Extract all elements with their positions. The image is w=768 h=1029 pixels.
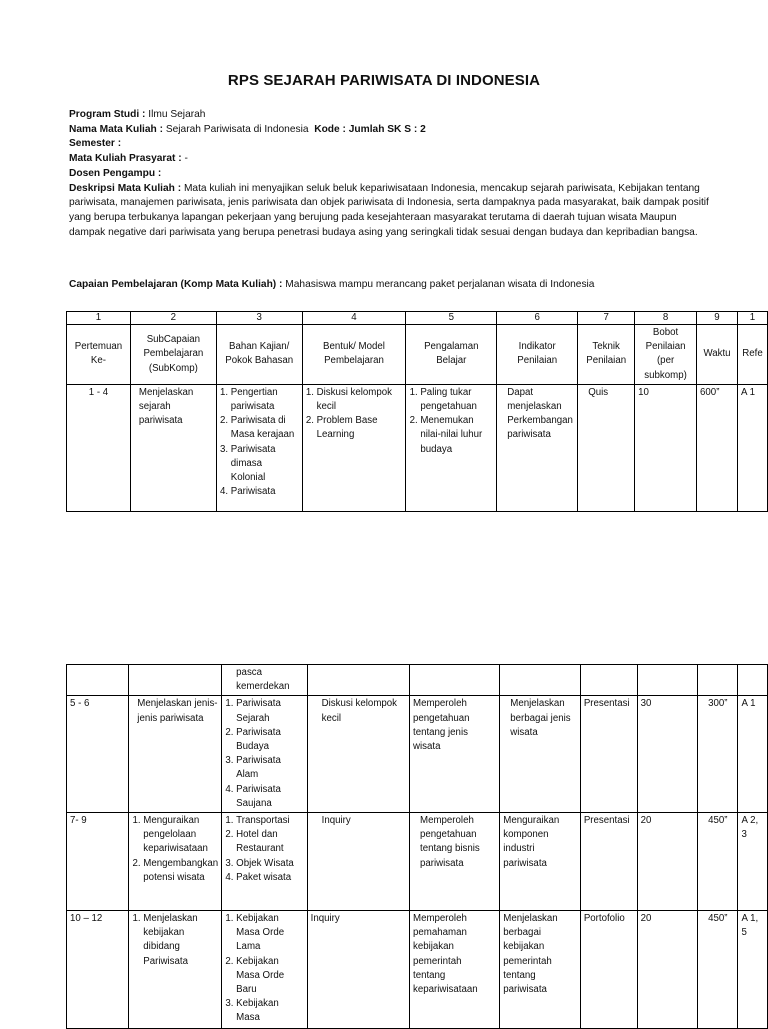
table-row: [67, 384, 768, 511]
prereq-label: Mata Kuliah Prasyarat :: [69, 153, 182, 165]
program-value: Ilmu Sejarah: [148, 109, 206, 120]
cell-indikator: Menguraikan komponen industri pariwisata: [500, 813, 581, 911]
cell-subcapaian: Menjelaskan sejarah pariwisata: [130, 384, 216, 511]
list-item: 4. Pariwisata: [231, 485, 299, 499]
col-number: 4: [302, 312, 406, 325]
semester-label: Semester :: [69, 138, 122, 150]
list-item: 1. Diskusi kelompok kecil: [317, 386, 403, 414]
cell-pertemuan: 10 – 12: [67, 911, 129, 1029]
list-item: 1. Kebijakan Masa Orde Lama: [236, 912, 303, 955]
course-label: Nama Mata Kuliah :: [69, 123, 163, 135]
col-number: 5: [406, 312, 497, 325]
cell-referensi: A 2, 3: [738, 813, 768, 911]
cell-teknik: Portofolio: [580, 911, 637, 1029]
header-bentuk: Bentuk/ Model Pembelajaran: [302, 325, 406, 385]
header-teknik: Teknik Penilaian: [578, 325, 635, 385]
cell-bentuk: [307, 665, 409, 696]
header-bahan: Bahan Kajian/ Pokok Bahasan: [216, 325, 302, 385]
rps-table-page1: [66, 311, 768, 512]
description-label: Deskripsi Mata Kuliah :: [69, 182, 182, 194]
col-number: 9: [697, 312, 738, 325]
list-item: 4. Paket wisata: [236, 871, 303, 885]
cell-teknik: Quis: [578, 384, 635, 511]
header-pertemuan: Pertemuan Ke-: [67, 325, 131, 385]
course-value: Sejarah Pariwisata di Indonesia: [165, 123, 309, 135]
header-indikator: Indikator Penilaian: [497, 325, 578, 385]
list-item: 1. Menjelaskan kebijakan dibidang Pariwisata: [143, 912, 218, 969]
lecturer-label: Dosen Pengampu :: [69, 167, 162, 179]
cell-bahan: [222, 911, 307, 1029]
program-line: [69, 108, 709, 123]
cell-pertemuan: 7- 9: [67, 813, 129, 911]
capaian-label: Capaian Pembelajaran (Komp Mata Kuliah) :: [69, 279, 283, 290]
lecturer-line: [69, 167, 709, 182]
course-line: [69, 123, 709, 138]
col-number: 1: [67, 312, 131, 325]
rps-table-page2: [66, 664, 768, 1029]
cell-bahan: [222, 696, 307, 813]
list-item: 2. Kebijakan Masa Orde Baru: [236, 955, 303, 998]
header-subcapaian: SubCapaian Pembelajaran (SubKomp): [130, 325, 216, 385]
list-item: 1. Menguraikan pengelolaan kepariwisataan: [143, 814, 218, 857]
table-row: [67, 696, 768, 813]
list-item: 2. Menemukan nilai-nilai luhur budaya: [420, 414, 493, 457]
list-item: 3. Kebijakan Masa: [236, 997, 303, 1025]
col-number: 3: [216, 312, 302, 325]
cell-waktu: [698, 665, 738, 696]
cell-referensi: A 1: [737, 384, 767, 511]
cell-bobot: 10: [635, 384, 697, 511]
cell-waktu: 450”: [698, 813, 738, 911]
description-text: Mata kuliah ini menyajikan seluk beluk kepariwisataan Indonesia, mencakup sejarah pariwisata, Kebijakan tentang pariwisata, manajemen pariwisata, jenis pariwisata dan objek pariwisata di Indonesia, serta dampaknya pada masyarakat, baik dampak positif yang berupa terbukanya lapangan pekerjaan yang berujung pada kesejahteraan masyarakat terutama di daerah tujuan wisata Maupun dampak negative dari pariwisata yang berupa penetrasi budaya asing yang seringkali tidak sesuai dengan budaya dan kepribadian bangsa.: [69, 182, 709, 238]
table-row: [67, 665, 768, 696]
cell-bobot: 20: [637, 911, 697, 1029]
cell-pengalaman: Memperoleh pengetahuan tentang jenis wisata: [410, 696, 500, 813]
list-item: 2. Mengembangkan potensi wisata: [143, 857, 218, 885]
header-pengalaman: Pengalaman Belajar: [406, 325, 497, 385]
cell-waktu: 600”: [697, 384, 738, 511]
list-item: 3. Objek Wisata: [236, 857, 303, 871]
cell-indikator: Menjelaskan berbagai jenis wisata: [500, 696, 581, 813]
cell-teknik: [580, 665, 637, 696]
cell-teknik: Presentasi: [580, 696, 637, 813]
list-item: 1. Transportasi: [236, 814, 303, 828]
cell-pengalaman: Memperoleh pemahaman kebijakan pemerintah tentang kepariwisataan: [410, 911, 500, 1029]
cell-bentuk: [302, 384, 406, 511]
cell-pertemuan: [67, 665, 129, 696]
table-row: [67, 911, 768, 1029]
list-item: 3. Pariwisata Alam: [236, 754, 303, 782]
cell-pengalaman: Memperoleh pengetahuan tentang bisnis pariwisata: [410, 813, 500, 911]
cell-bentuk: Diskusi kelompok kecil: [307, 696, 409, 813]
cell-subcapaian: [129, 911, 222, 1029]
cell-indikator: [500, 665, 581, 696]
cell-teknik: Presentasi: [580, 813, 637, 911]
col-number: 8: [635, 312, 697, 325]
header-waktu: Waktu: [697, 325, 738, 385]
program-label: Program Studi :: [69, 109, 146, 120]
header-row: [67, 325, 768, 385]
header-referensi: Refe: [737, 325, 767, 385]
cell-referensi: [738, 665, 768, 696]
capaian-pembelajaran: [69, 279, 709, 290]
list-item: 3. Pariwisata dimasa Kolonial: [231, 443, 299, 486]
description: [69, 182, 709, 241]
list-item: 1. Pengertian pariwisata: [231, 386, 299, 414]
prereq-line: [69, 152, 709, 167]
list-item: 1. Paling tukar pengetahuan: [420, 386, 493, 414]
document-title: RPS SEJARAH PARIWISATA DI INDONESIA: [227, 72, 541, 89]
prereq-value: -: [184, 153, 188, 165]
cell-waktu: 300”: [698, 696, 738, 813]
cell-pengalaman: [406, 384, 497, 511]
cell-subcapaian: [129, 813, 222, 911]
cell-bahan: [222, 813, 307, 911]
cell-bentuk: Inquiry: [307, 911, 409, 1029]
cell-subcapaian: Menjelaskan jenis-jenis pariwisata: [129, 696, 222, 813]
col-number: 2: [130, 312, 216, 325]
cell-indikator: Menjelaskan berbagai kebijakan pemerintah tentang pariwisata: [500, 911, 581, 1029]
cell-indikator: Dapat menjelaskan Perkembangan pariwisata: [497, 384, 578, 511]
cell-pertemuan: 5 - 6: [67, 696, 129, 813]
course-meta: [69, 108, 709, 240]
cell-bobot: [637, 665, 697, 696]
capaian-value: Mahasiswa mampu merancang paket perjalanan wisata di Indonesia: [285, 279, 595, 290]
list-item: 2. Hotel dan Restaurant: [236, 828, 303, 856]
list-item: 2. Pariwisata di Masa kerajaan: [231, 414, 299, 442]
list-item: 2. Problem Base Learning: [317, 414, 403, 442]
header-bobot: Bobot Penilaian (per subkomp): [635, 325, 697, 385]
table-row: [67, 813, 768, 911]
cell-referensi: A 1, 5: [738, 911, 768, 1029]
col-number: 7: [578, 312, 635, 325]
sks-label: Jumlah SK S :: [348, 123, 418, 135]
code-label: Kode :: [314, 123, 346, 135]
column-number-row: [67, 312, 768, 325]
cell-pertemuan: 1 - 4: [67, 384, 131, 511]
cell-subcapaian: [129, 665, 222, 696]
cell-bentuk: Inquiry: [307, 813, 409, 911]
cell-bobot: 20: [637, 813, 697, 911]
cell-pengalaman: [410, 665, 500, 696]
cell-bahan: [216, 384, 302, 511]
cell-referensi: A 1: [738, 696, 768, 813]
cell-bobot: 30: [637, 696, 697, 813]
list-item: 1. Pariwisata Sejarah: [236, 697, 303, 725]
semester-line: [69, 137, 709, 152]
list-item: 4. Pariwisata Saujana: [236, 783, 303, 811]
cell-bahan: pasca kemerdekan: [222, 665, 307, 696]
list-item: 2. Pariwisata Budaya: [236, 726, 303, 754]
sks-value: 2: [420, 123, 426, 135]
col-number: 1: [737, 312, 767, 325]
col-number: 6: [497, 312, 578, 325]
cell-waktu: 450”: [698, 911, 738, 1029]
